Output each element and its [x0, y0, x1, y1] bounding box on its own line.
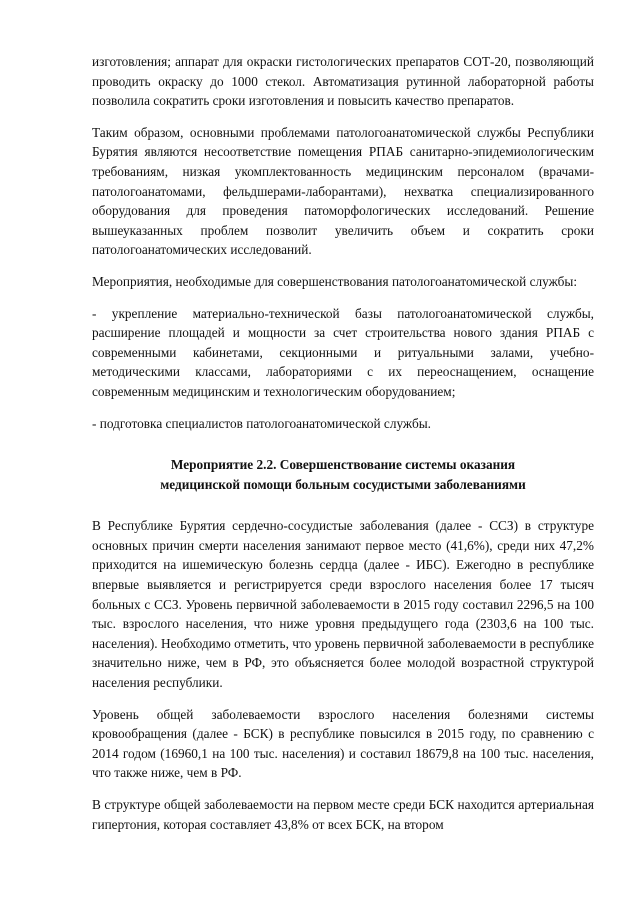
paragraph-circulatory-morbidity: Уровень общей заболеваемости взрослого населения болезнями системы кровообращения (далее - БСК) в республике повысился в 2015 году, по сравнению с 2014 годом (16960,1 на 100 тыс. населения) и составил 18679,8 на 100 тыс. населения, что также ниже, чем в РФ. — [92, 706, 594, 781]
section-heading-line-2: медицинской помощи больным сосудистыми заболеваниями — [160, 476, 526, 492]
section-heading — [92, 455, 594, 494]
section-heading-line-1: Мероприятие 2.2. Совершенствование системы оказания — [170, 457, 516, 473]
document-page — [92, 52, 594, 834]
list-item-infrastructure: - укрепление материально-технической базы патологоанатомической службы, расширение площадей и мощности за счет строительства нового здания РПАБ с современными кабинетами, секционными и ритуальными залами, учебно-методическими классами, лабораториями с их переоснащением, оснащение современным медицинским и технологическим оборудованием; — [92, 305, 594, 399]
list-item-training: - подготовка специалистов патологоанатомической службы. — [92, 415, 431, 431]
paragraph-measures-intro: Мероприятия, необходимые для совершенствования патологоанатомической службы: — [92, 273, 578, 289]
paragraph-cvd-statistics: В Республике Бурятия сердечно-сосудистые заболевания (далее - ССЗ) в структуре основных причин смерти населения занимают первое место (41,6%), среди них 47,2% приходится на ишемическую болезнь сердца (далее - ИБС). Ежегодно в республике впервые выявляется и регистрируется среди взрослого населения более 17 тысяч больных с ССЗ. Уровень первичной заболеваемости в 2015 году составил 2296,5 на 100 тыс. взрослого населения, что ниже уровня предыдущего года (2303,6 на 100 тыс. населения). Необходимо отметить, что уровень первичной заболеваемости в республике значительно ниже, чем в РФ, это объясняется более молодой возрастной структурой населения республики. — [92, 518, 594, 691]
paragraph-problems: Таким образом, основными проблемами патологоанатомической службы Республики Бурятия являются несоответствие помещения РПАБ санитарно-эпидемиологическим требованиям, низкая укомплектованность медицинским персоналом (врачами-патологоанатомами, фельдшерами-лаборантами), нехватка специализированного оборудования для проведения патоморфологических исследований. Решение вышеуказанных проблем позволит увеличить объем и сократить сроки патологоанатомических исследований. — [92, 124, 594, 258]
paragraph-hypertension: В структуре общей заболеваемости на первом месте среди БСК находится артериальная гипертония, которая составляет 43,8% от всех БСК, на втором — [92, 797, 594, 832]
paragraph-equipment: изготовления; аппарат для окраски гистологических препаратов СОТ-20, позволяющий проводить окраску до 1000 стекол. Автоматизация рутинной лабораторной работы позволила сократить сроки изготовления и повысить качество препаратов. — [92, 54, 594, 109]
